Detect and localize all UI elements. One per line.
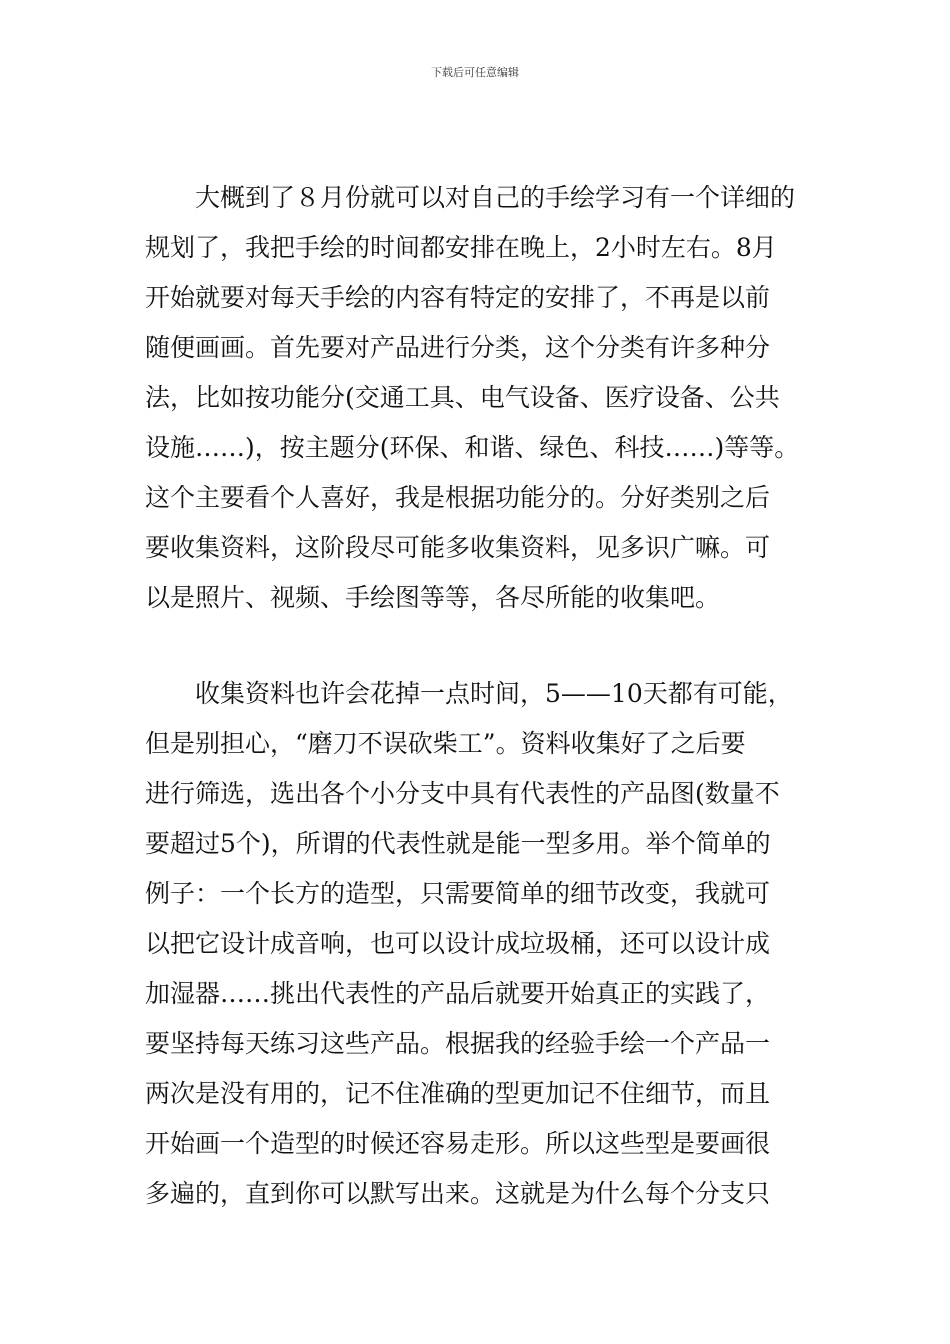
text-line: 随便画画。首先要对产品进行分类，这个分类有许多种分 [145, 333, 771, 362]
text-line: 要坚持每天练习这些产品。根据我的经验手绘一个产品一 [145, 1029, 771, 1058]
text-line: 开始画一个造型的时候还容易走形。所以这些型是要画很 [145, 1129, 771, 1158]
text-line: 大概到了８月份就可以对自己的手绘学习有一个详细的 [145, 183, 796, 212]
text-line: 两次是没有用的，记不住准确的型更加记不住细节，而且 [145, 1079, 771, 1108]
text-line: 开始就要对每天手绘的内容有特定的安排了，不再是以前 [145, 283, 771, 312]
text-line: 以是照片、视频、手绘图等等，各尽所能的收集吧。 [145, 583, 721, 612]
text-line: 进行筛选，选出各个小分支中具有代表性的产品图(数量不 [145, 779, 780, 808]
text-line: 这个主要看个人喜好，我是根据功能分的。分好类别之后 [145, 483, 771, 512]
text-line: 要收集资料，这阶段尽可能多收集资料，见多识广嘛。可 [145, 533, 771, 562]
text-line: 要超过5个)，所谓的代表性就是能一型多用。举个简单的 [145, 829, 771, 858]
text-line: 法，比如按功能分(交通工具、电气设备、医疗设备、公共 [145, 383, 780, 412]
text-line: 加湿器……挑出代表性的产品后就要开始真正的实践了， [145, 979, 771, 1008]
text-line: 但是别担心，“磨刀不误砍柴工”。资料收集好了之后要 [145, 729, 746, 758]
text-line: 规划了，我把手绘的时间都安排在晚上，2小时左右。8月 [145, 233, 777, 262]
text-line: 例子：一个长方的造型，只需要简单的细节改变，我就可 [145, 879, 771, 908]
text-line: 收集资料也许会花掉一点时间，5——10天都有可能， [145, 679, 793, 708]
page-header: 下载后可任意编辑 [431, 66, 519, 79]
text-line: 以把它设计成音响，也可以设计成垃圾桶，还可以设计成 [145, 929, 771, 958]
text-line: 多遍的，直到你可以默写出来。这就是为什么每个分支只 [145, 1179, 771, 1208]
text-line: 设施……)，按主题分(环保、和谐、绿色、科技……)等等。 [145, 433, 800, 462]
